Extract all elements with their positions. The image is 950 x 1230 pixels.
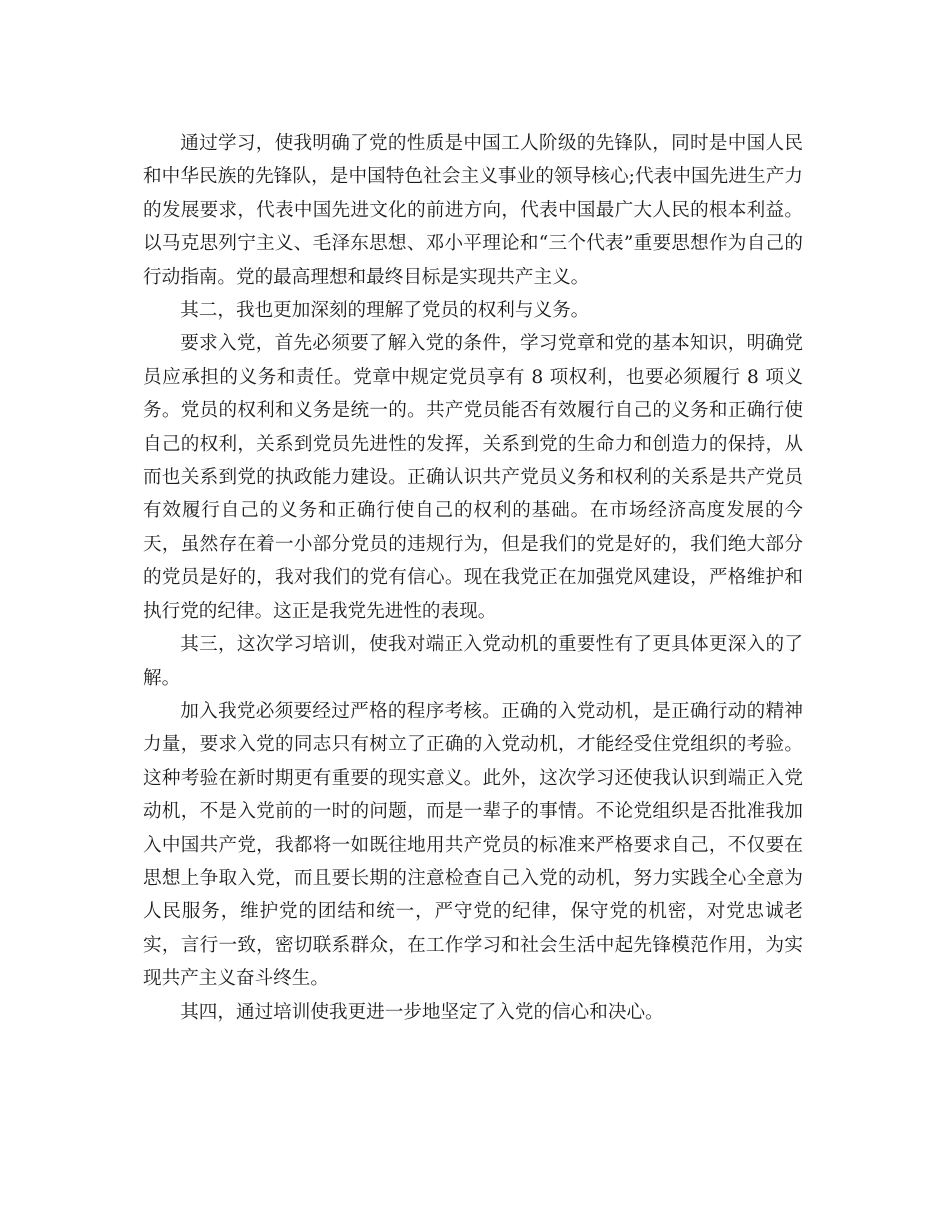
- document-body: [143, 127, 803, 1029]
- paragraph-rights-duties: 要求入党，首先必须要了解入党的条件，学习党章和党的基本知识，明确党员应承担的义务和责任。党章中规定党员享有 8 项权利，也要必须履行 8 项义务。党员的权利和义务是统一的。共产党员能否有效履行自己的义务和正确行使自己的权利，关系到党员先进性的发挥，关系到党的生命力和创造力的保持，从而也关系到党的执政能力建设。正确认识共产党员义务和权利的关系是共产党员有效履行自己的义务和正确行使自己的权利的基础。在市场经济高度发展的今天，虽然存在着一小部分党员的违规行为，但是我们的党是好的，我们绝大部分的党员是好的，我对我们的党有信心。现在我党正在加强党风建设，严格维护和执行党的纪律。这正是我党先进性的表现。: [143, 333, 803, 622]
- paragraph-motivation: 加入我党必须要经过严格的程序考核。正确的入党动机，是正确行动的精神力量，要求入党的同志只有树立了正确的入党动机，才能经受住党组织的考验。这种考验在新时期更有重要的现实意义。此外，这次学习还使我认识到端正入党动机，不是入党前的一时的问题，而是一辈子的事情。不论党组织是否批准我加入中国共产党，我都将一如既往地用共产党员的标准来严格要求自己，不仅要在思想上争取入党，而且要长期的注意检查自己入党的动机，努力实践全心全意为人民服务，维护党的团结和统一，严守党的纪律，保守党的机密，对党忠诚老实，言行一致，密切联系群众，在工作学习和社会生活中起先锋模范作用，为实现共产主义奋斗终生。: [143, 700, 803, 990]
- paragraph-heading-confidence: 其四，通过培训使我更进一步地坚定了入党的信心和决心。: [180, 1001, 664, 1023]
- paragraph-heading-rights-duties: 其二，我也更加深刻的理解了党员的权利与义务。: [180, 300, 590, 322]
- paragraph-party-nature: 通过学习，使我明确了党的性质是中国工人阶级的先锋队，同时是中国人民和中华民族的先锋队，是中国特色社会主义事业的领导核心;代表中国先进生产力的发展要求，代表中国先进文化的前进方向，代表中国最广大人民的根本利益。以马克思列宁主义、毛泽东思想、邓小平理论和“三个代表”重要思想作为自己的行动指南。党的最高理想和最终目标是实现共产主义。: [143, 133, 803, 288]
- paragraph-heading-motivation: 其三，这次学习培训，使我对端正入党动机的重要性有了更具体更深入的了解。: [143, 634, 803, 689]
